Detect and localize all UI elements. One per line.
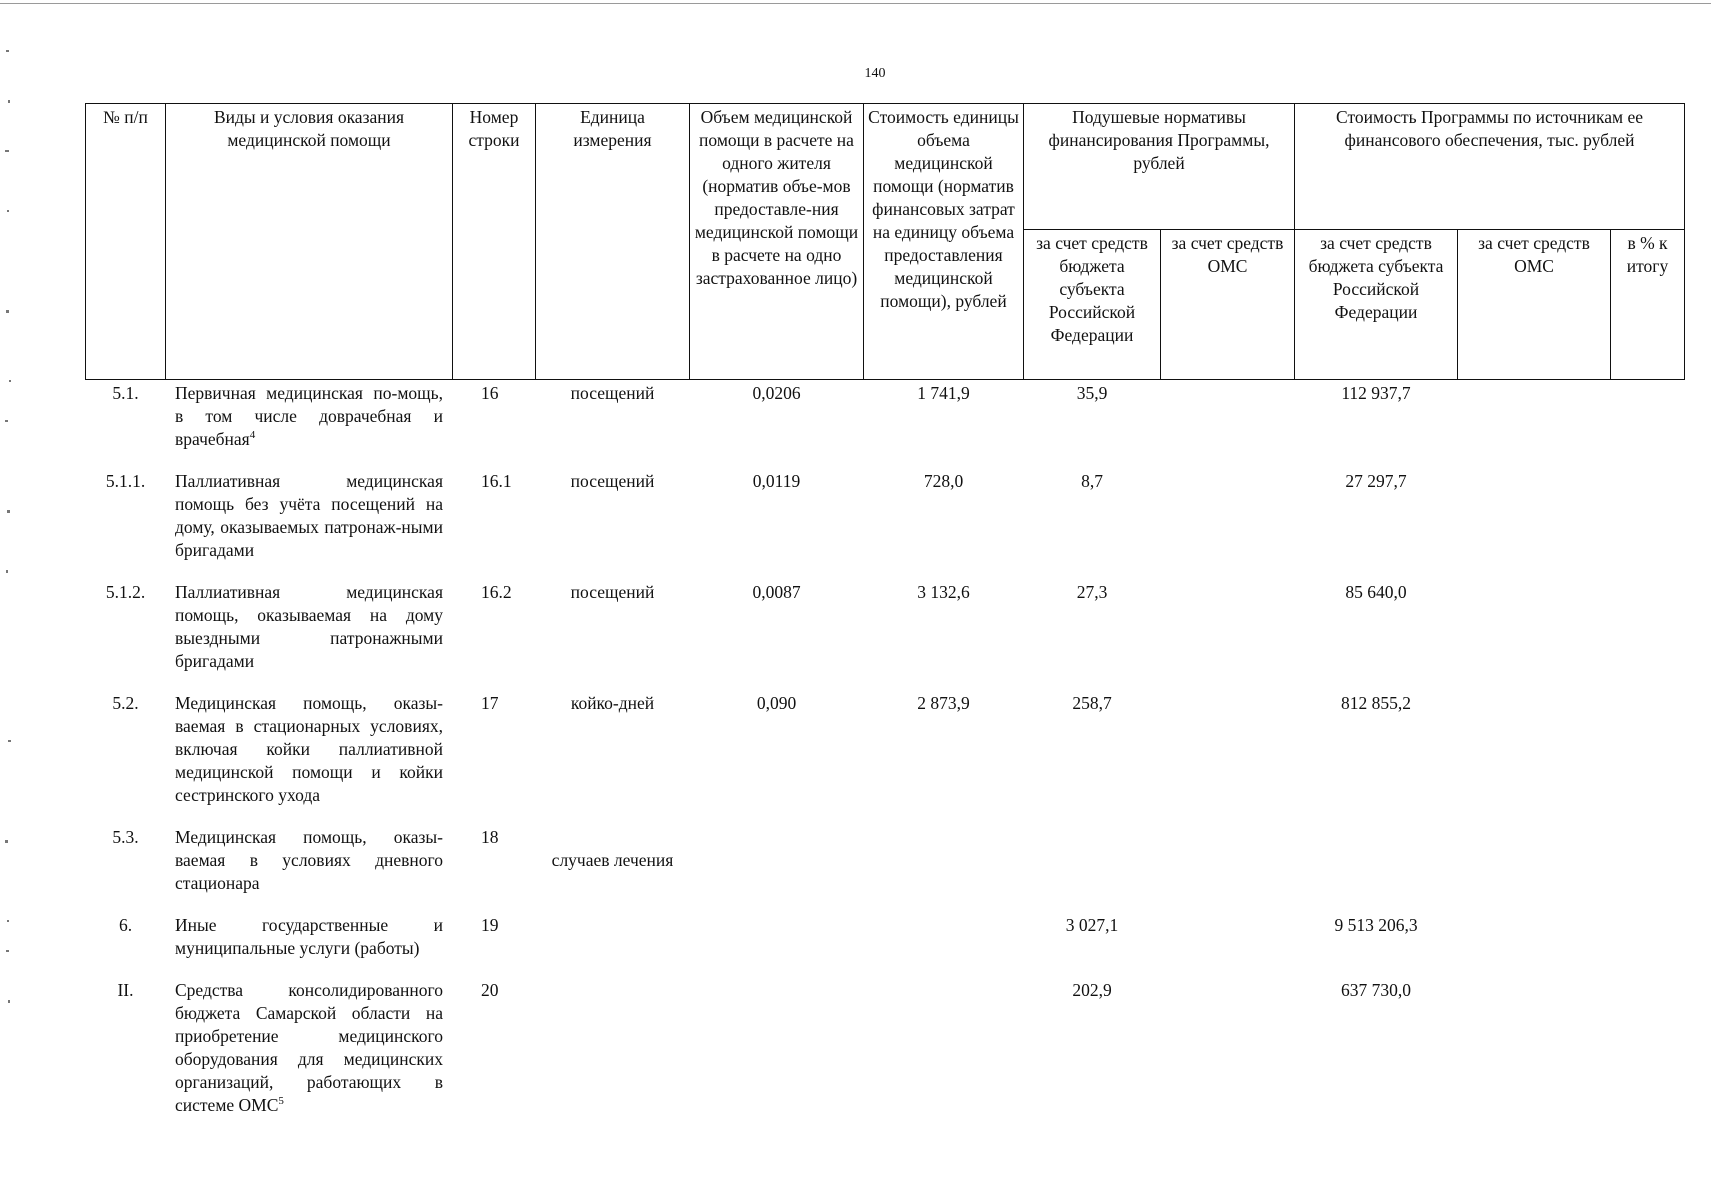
header-kind: Виды и условия оказания медицинской помощи bbox=[166, 104, 453, 380]
scan-margin-noise bbox=[4, 40, 18, 1140]
row-per-capita-oms bbox=[1161, 468, 1295, 579]
row-kind: Средства консолидированного бюджета Самарской области на приобретение медицинского оборудования для медицинских организаций, работающих в системе ОМС$^5$ bbox=[175, 980, 443, 1115]
header-volume: Объем медицинской помощи в расчете на одного жителя (норматив объе-мов предоставле-ния медицинской помощи в расчете на одно застрахованное лицо) bbox=[690, 104, 864, 380]
row-number: 19 bbox=[481, 915, 499, 935]
row-program-oms bbox=[1458, 690, 1611, 824]
row-unit bbox=[536, 977, 690, 1134]
row-unit: случаев лечения bbox=[551, 850, 674, 870]
row-program-percent bbox=[1611, 579, 1685, 690]
row-no: II. bbox=[117, 980, 134, 1000]
row-program-percent bbox=[1611, 912, 1685, 977]
row-number: 16.1 bbox=[481, 471, 512, 491]
row-unit-cost: 728,0 bbox=[923, 471, 964, 491]
header-unit: Единица измерения bbox=[536, 104, 690, 380]
header-per-capita-oms: за счет средств ОМС bbox=[1161, 230, 1295, 380]
table-row bbox=[86, 468, 1685, 579]
row-unit: посещений bbox=[570, 383, 655, 403]
row-program-budget: 85 640,0 bbox=[1345, 582, 1407, 602]
row-volume bbox=[690, 977, 864, 1134]
row-unit-cost bbox=[864, 824, 1024, 912]
row-program-oms bbox=[1458, 579, 1611, 690]
row-no: 5.2. bbox=[112, 693, 139, 713]
row-program-percent bbox=[1611, 690, 1685, 824]
header-program-percent: в % к итогу bbox=[1611, 230, 1685, 380]
row-volume: 0,0087 bbox=[752, 582, 801, 602]
row-program-budget: 9 513 206,3 bbox=[1334, 915, 1418, 935]
table-row bbox=[86, 579, 1685, 690]
row-number: 18 bbox=[481, 827, 499, 847]
row-kind: Паллиативная медицинская помощь, оказываемая на дому выездными патронажными бригадами bbox=[175, 582, 443, 671]
row-volume: 0,0119 bbox=[752, 471, 801, 491]
row-per-capita-oms bbox=[1161, 579, 1295, 690]
row-unit: койко-дней bbox=[570, 693, 655, 713]
row-per-capita-budget: 3 027,1 bbox=[1065, 915, 1119, 935]
row-unit bbox=[536, 912, 690, 977]
row-program-percent bbox=[1611, 824, 1685, 912]
row-program-oms bbox=[1458, 977, 1611, 1134]
row-per-capita-budget: 202,9 bbox=[1072, 980, 1112, 1000]
row-program-budget bbox=[1295, 824, 1458, 912]
row-unit-cost bbox=[864, 977, 1024, 1134]
row-volume bbox=[690, 912, 864, 977]
row-program-oms bbox=[1458, 912, 1611, 977]
header-row-number: Номер строки bbox=[453, 104, 536, 380]
row-no: 6. bbox=[118, 915, 133, 935]
row-program-budget: 27 297,7 bbox=[1345, 471, 1407, 491]
row-program-oms bbox=[1458, 380, 1611, 469]
header-per-capita-budget: за счет средств бюджета субъекта Российской Федерации bbox=[1024, 230, 1161, 380]
row-per-capita-budget: 258,7 bbox=[1072, 693, 1112, 713]
header-program-budget: за счет средств бюджета субъекта Российской Федерации bbox=[1295, 230, 1458, 380]
row-unit-cost bbox=[864, 912, 1024, 977]
table-row bbox=[86, 380, 1685, 469]
row-no: 5.1.1. bbox=[105, 471, 146, 491]
row-unit-cost: 3 132,6 bbox=[917, 582, 970, 602]
footnote-mark: 5 bbox=[278, 1095, 284, 1108]
row-program-percent bbox=[1611, 977, 1685, 1134]
row-unit: посещений bbox=[570, 471, 655, 491]
row-kind: Паллиативная медицинская помощь без учёта посещений на дому, оказываемых патронаж-ными бригадами bbox=[175, 471, 443, 560]
row-per-capita-oms bbox=[1161, 380, 1295, 469]
row-kind: Медицинская помощь, оказы-ваемая в условиях дневного стационара bbox=[175, 827, 443, 893]
page-number: 140 bbox=[864, 66, 886, 81]
row-unit-cost: 2 873,9 bbox=[917, 693, 970, 713]
row-program-budget: 112 937,7 bbox=[1341, 383, 1411, 403]
row-program-budget: 812 855,2 bbox=[1341, 693, 1411, 713]
row-per-capita-oms bbox=[1161, 912, 1295, 977]
scan-edge-line bbox=[0, 3, 1711, 4]
row-no: 5.1. bbox=[112, 383, 139, 403]
row-program-oms bbox=[1458, 824, 1611, 912]
row-volume: 0,0206 bbox=[752, 383, 801, 403]
row-per-capita-budget: 35,9 bbox=[1076, 383, 1108, 403]
footnote-mark: 4 bbox=[249, 429, 256, 442]
row-kind: Первичная медицинская по-мощь, в том числе доврачебная и врачебная$^4$ bbox=[175, 383, 443, 449]
row-volume bbox=[690, 824, 864, 912]
row-number: 16 bbox=[481, 383, 499, 403]
row-per-capita-oms bbox=[1161, 690, 1295, 824]
table-row bbox=[86, 912, 1685, 977]
row-kind: Медицинская помощь, оказы-ваемая в стационарных условиях, включая койки паллиативной медицинской помощи и койки сестринского ухода bbox=[175, 693, 443, 805]
table-row bbox=[86, 690, 1685, 824]
row-unit: посещений bbox=[570, 582, 655, 602]
header-program-cost-group: Стоимость Программы по источникам ее финансового обеспечения, тыс. рублей bbox=[1295, 104, 1685, 230]
row-per-capita-budget bbox=[1024, 824, 1161, 912]
row-unit-cost: 1 741,9 bbox=[917, 383, 970, 403]
row-kind: Иные государственные и муниципальные услуги (работы) bbox=[175, 915, 443, 958]
row-no: 5.3. bbox=[112, 827, 139, 847]
row-no: 5.1.2. bbox=[105, 582, 146, 602]
row-number: 16.2 bbox=[481, 582, 512, 602]
row-number: 20 bbox=[481, 980, 499, 1000]
row-program-percent bbox=[1611, 468, 1685, 579]
row-per-capita-oms bbox=[1161, 824, 1295, 912]
row-number: 17 bbox=[481, 693, 499, 713]
row-program-budget: 637 730,0 bbox=[1341, 980, 1411, 1000]
header-no: № п/п bbox=[86, 104, 166, 380]
row-per-capita-oms bbox=[1161, 977, 1295, 1134]
row-program-percent bbox=[1611, 380, 1685, 469]
row-per-capita-budget: 8,7 bbox=[1081, 471, 1103, 491]
header-program-oms: за счет средств ОМС bbox=[1458, 230, 1611, 380]
header-unit-cost: Стоимость единицы объема медицинской помощи (норматив финансовых затрат на единицу объема предоставления медицинской помощи), рублей bbox=[864, 104, 1024, 380]
row-program-oms bbox=[1458, 468, 1611, 579]
header-per-capita-group: Подушевые нормативы финансирования Программы, рублей bbox=[1024, 104, 1295, 230]
table-row bbox=[86, 977, 1685, 1134]
program-cost-table bbox=[85, 103, 1685, 1134]
row-per-capita-budget: 27,3 bbox=[1076, 582, 1108, 602]
table-row bbox=[86, 824, 1685, 912]
row-volume: 0,090 bbox=[756, 693, 797, 713]
